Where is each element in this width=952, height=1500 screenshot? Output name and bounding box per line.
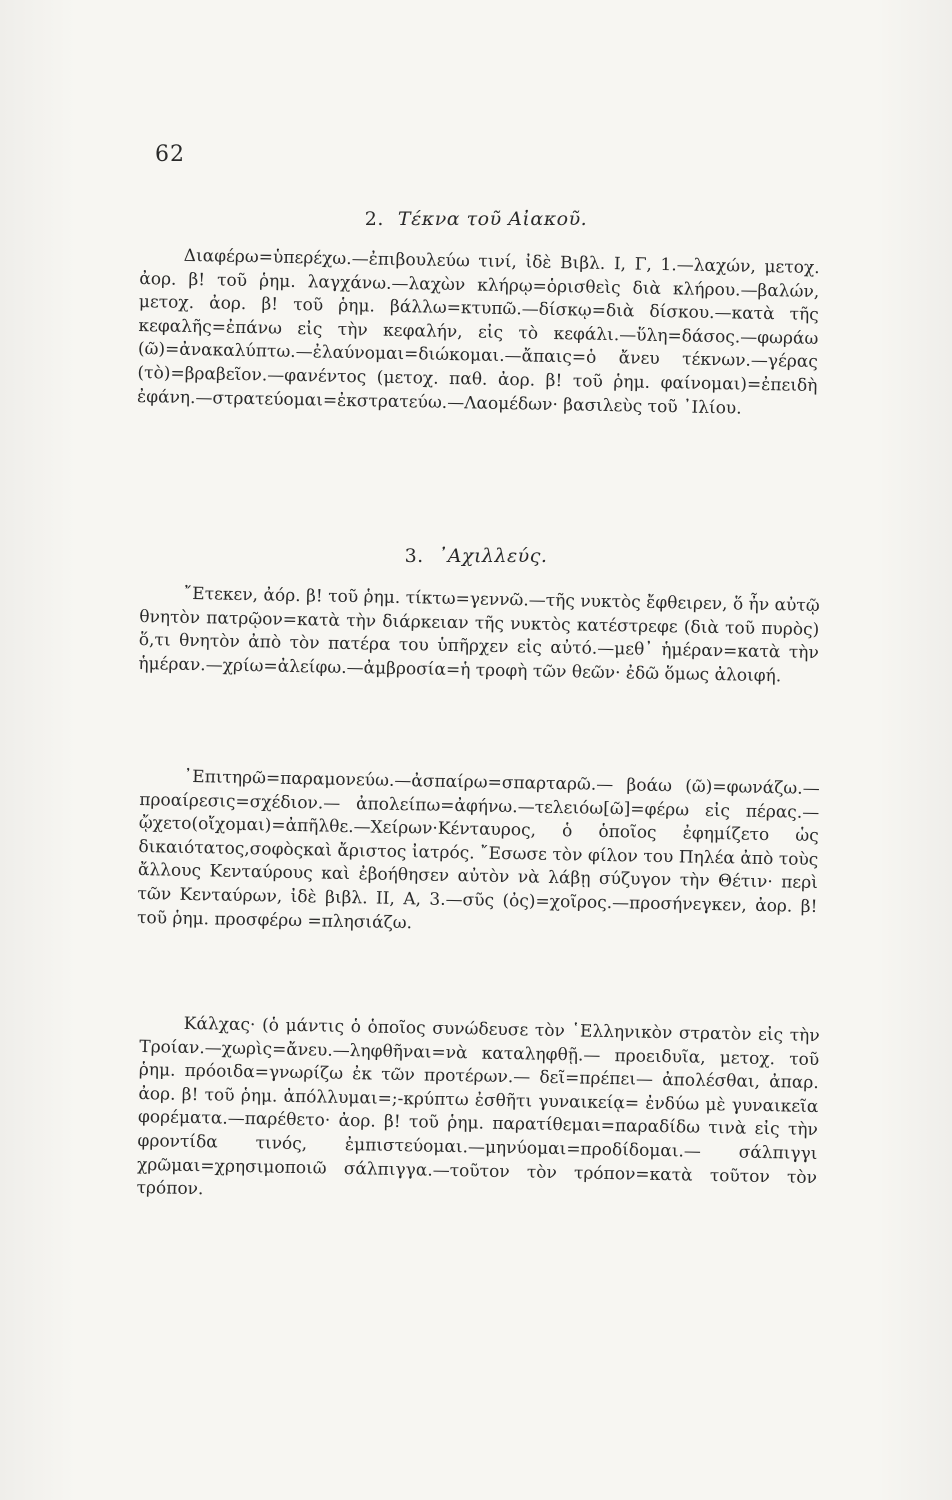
section-number: 2.: [364, 208, 384, 230]
glossary-paragraph: Διαφέρω=ὑπερέχω.—ἐπιβουλεύω τινί, ἰδὲ Βιβλ. Ι, Γ, 1.—λαχών, μετοχ. ἀορ. β! τοῦ ῥημ. λαγχάνω.—λαχὼν κλήρῳ=ὁρισθεὶς διὰ κλήρου.—βαλών, μετοχ. ἀορ. β! τοῦ ῥημ. βάλλω=κτυπῶ.—δίσκῳ=διὰ δίσκου.—κατὰ τῆς κεφαλῆς=ἐπάνω εἰς τὴν κεφαλήν, εἰς τὸ κεφάλι.—ὕλη=δάσος.—φωράω (ῶ)=ἀνακαλύπτω.—ἐλαύνομαι=διώκομαι.—ἄπαις=ὁ ἄνευ τέκνων.—γέρας (τὸ)=βραβεῖον.—φανέντος (μετοχ. παθ. ἀορ. β! τοῦ ῥημ. φαίνομαι)=ἐπειδὴ ἐφάνη.—στρατεύομαι=ἐκστρατεύω.—Λαομέδων· βασιλεὺς τοῦ ᾿Ιλίου.: [136, 245, 820, 419]
section-title: Τέκνα τοῦ Αἰακοῦ.: [397, 208, 588, 230]
section-heading: [0, 208, 952, 230]
section-number: 3.: [404, 545, 424, 567]
page-number: 62: [155, 142, 185, 167]
glossary-paragraph: Κάλχας· (ὁ μάντις ὁ ὁποῖος συνώδευσε τὸν ῾Ελληνικὸν στρατὸν εἰς τὴν Τροίαν.—χωρὶς=ἄνευ.—ληφθῆναι=νὰ καταληφθῇ.— προειδυῖα, μετοχ. τοῦ ῥημ. πρόοιδα=γνωρίζω ἐκ τῶν προτέρων.— δεῖ=πρέπει— ἀπολέσθαι, ἀπαρ. ἀορ. β! τοῦ ῥημ. ἀπόλλυμαι=;-κρύπτω ἐσθῆτι γυναικείᾳ= ἐνδύω μὲ γυναικεῖα φορέματα.—παρέθετο· ἀορ. β! τοῦ ῥημ. παρατίθεμαι=παραδίδω τινὰ εἰς τὴν φροντίδα τινός, ἐμπιστεύομαι.—μηνύομαι=προδίδομαι.— σάλπιγγι χρῶμαι=χρησιμοποιῶ σάλπιγγα.—τοῦτον τὸν τρόπον=κατὰ τοῦτον τὸν τρόπον.: [136, 1013, 820, 1200]
glossary-paragraph: ῎Ετεκεν, ἀόρ. β! τοῦ ῥημ. τίκτω=γεννῶ.—τῆς νυκτὸς ἔφθειρεν, ὅ ἦν αὐτῷ θνητὸν πατρῷον=κατὰ τὴν διάρκειαν τῆς νυκτὸς κατέστρεφε (διὰ τοῦ πυρὸς) ὅ,τι θνητὸν ἀπὸ τὸν πατέρα του ὑπῆρχεν εἰς αὐτό.—μεθ᾿ ἡμέραν=κατὰ τὴν ἡμέραν.—χρίω=ἀλείφω.—ἀμβροσία=ἡ τροφὴ τῶν θεῶν· ἐδῶ ὅμως ἀλοιφή.: [138, 583, 820, 687]
section-heading: [0, 545, 952, 567]
section-title: ᾿Αχιλλεύς.: [437, 545, 548, 567]
glossary-paragraph: ᾿Επιτηρῶ=παραμονεύω.—ἀσπαίρω=σπαρταρῶ.— βοάω (ῶ)=φωνάζω.— προαίρεσις=σχέδιον.— ἀπολείπω=ἀφήνω.—τελειόω[ῶ]=φέρω εἰς πέρας.—ᾤχετο(οἴχομαι)=ἀπῆλθε.—Χείρων·Κένταυρος, ὁ ὁποῖος ἐφημίζετο ὡς δικαιότατος,σοφὸςκαὶ ἄριστος ἰατρός. ῎Εσωσε τὸν φίλον του Πηλέα ἀπὸ τοὺς ἄλλους Κενταύρους καὶ ἐβοήθησεν αὐτὸν νὰ λάβῃ σύζυγον τὴν Θέτιν· περὶ τῶν Κενταύρων, ἰδὲ βιβλ. ΙΙ, Α, 3.—σῦς (ὀς)=χοῖρος.—προσήνεγκεν, ἀορ. β! τοῦ ῥημ. προσφέρω =πλησιάζω.: [136, 766, 820, 933]
